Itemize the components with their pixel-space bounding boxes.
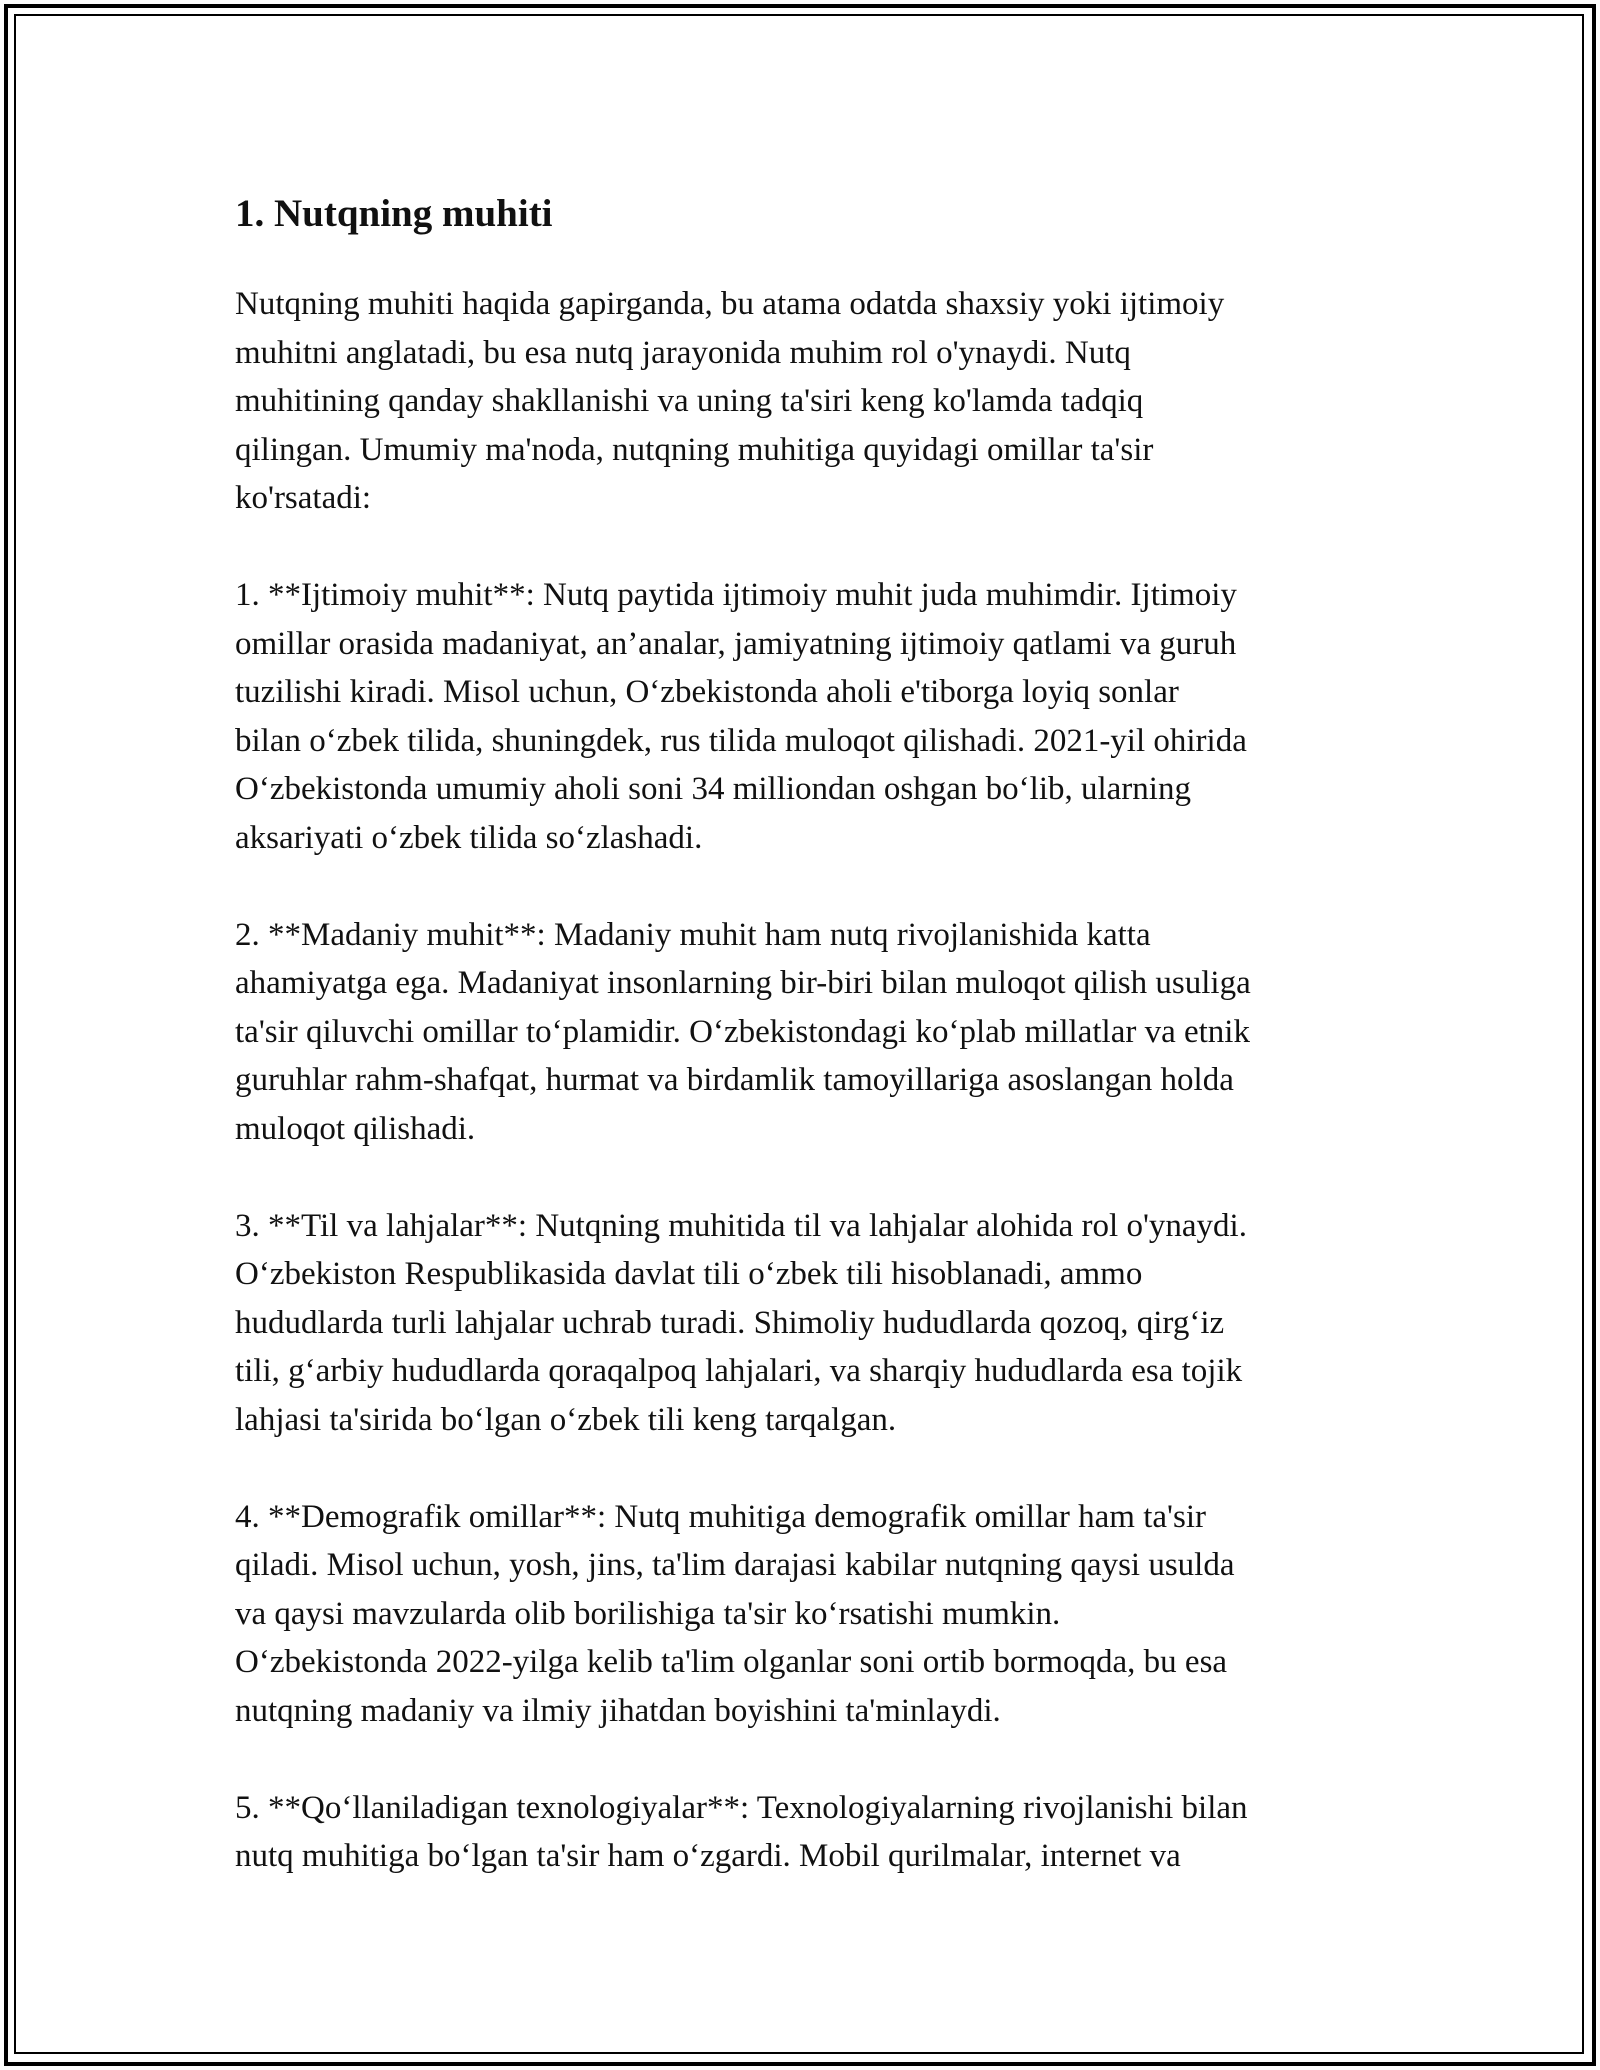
paragraph-line: va qaysi mavzularda olib borilishiga ta'sir ko‘rsatishi mumkin. bbox=[235, 1595, 1061, 1632]
paragraph-line: ahamiyatga ega. Madaniyat insonlarning bir-biri bilan muloqot qilish usuliga bbox=[235, 965, 1251, 1001]
paragraph-line: Nutqning muhiti haqida gapirganda, bu atama odatda shaxsiy yoki ijtimoiy bbox=[235, 286, 1225, 322]
paragraph-line: O‘zbekistonda umumiy aholi soni 34 milliondan oshgan bo‘lib, ularning bbox=[235, 771, 1191, 807]
paragraph bbox=[235, 1202, 1385, 1445]
paragraph-list bbox=[235, 280, 1385, 1881]
paragraph-line: 4. **Demografik omillar**: Nutq muhitiga demografik omillar ham ta'sir bbox=[235, 1498, 1206, 1535]
paragraph-line: qiladi. Misol uchun, yosh, jins, ta'lim darajasi kabilar nutqning qaysi usulda bbox=[235, 1547, 1235, 1583]
paragraph-line: muloqot qilishadi. bbox=[235, 1110, 476, 1147]
paragraph-line: 5. **Qo‘llaniladigan texnologiyalar**: Texnologiyalarning rivojlanishi bilan bbox=[235, 1789, 1248, 1826]
paragraph-line: O‘zbekiston Respublikasida davlat tili o‘zbek tili hisoblanadi, ammo bbox=[235, 1256, 1143, 1292]
paragraph-line: 2. **Madaniy muhit**: Madaniy muhit ham nutq rivojlanishida katta bbox=[235, 916, 1151, 953]
paragraph-line: O‘zbekistonda 2022-yilga kelib ta'lim olganlar soni ortib bormoqda, bu esa bbox=[235, 1644, 1228, 1680]
paragraph bbox=[235, 1493, 1385, 1736]
paragraph-line: tili, g‘arbiy hududlarda qoraqalpoq lahjalari, va sharqiy hududlarda esa tojik bbox=[235, 1353, 1243, 1389]
paragraph-line: hududlarda turli lahjalar uchrab turadi. Shimoliy hududlarda qozoq, qirg‘iz bbox=[235, 1304, 1225, 1341]
section-heading: 1. Nutqning muhiti bbox=[235, 192, 553, 235]
paragraph-line: omillar orasida madaniyat, an’analar, jamiyatning ijtimoiy qatlami va guruh bbox=[235, 625, 1237, 662]
paragraph-line: ko'rsatadi: bbox=[235, 480, 372, 516]
paragraph bbox=[235, 280, 1385, 523]
paragraph bbox=[235, 911, 1385, 1154]
paragraph-line: 1. **Ijtimoiy muhit**: Nutq paytida ijtimoiy muhit juda muhimdir. Ijtimoiy bbox=[235, 577, 1237, 613]
paragraph-line: lahjasi ta'sirida bo‘lgan o‘zbek tili keng tarqalgan. bbox=[235, 1401, 897, 1438]
paragraph-line: muhitni anglatadi, bu esa nutq jarayonida muhim rol o'ynaydi. Nutq bbox=[235, 334, 1131, 371]
paragraph bbox=[235, 1784, 1385, 1881]
paragraph-line: ta'sir qiluvchi omillar to‘plamidir. O‘zbekistondagi ko‘plab millatlar va etnik bbox=[235, 1013, 1250, 1050]
paragraph-line: tuzilishi kiradi. Misol uchun, O‘zbekistonda aholi e'tiborga loyiq sonlar bbox=[235, 674, 1179, 710]
paragraph-line: qilingan. Umumiy ma'noda, nutqning muhitiga quyidagi omillar ta'sir bbox=[235, 431, 1154, 468]
paragraph-line: muhitining qanday shakllanishi va uning ta'siri keng ko'lamda tadqiq bbox=[235, 383, 1144, 419]
paragraph-line: aksariyati o‘zbek tilida so‘zlashadi. bbox=[235, 819, 703, 856]
paragraph-line: bilan o‘zbek tilida, shuningdek, rus tilida muloqot qilishadi. 2021-yil ohirida bbox=[235, 722, 1247, 759]
paragraph-line: nutq muhitiga bo‘lgan ta'sir ham o‘zgardi. Mobil qurilmalar, internet va bbox=[235, 1838, 1181, 1874]
paragraph-line: nutqning madaniy va ilmiy jihatdan boyishini ta'minlaydi. bbox=[235, 1692, 1001, 1729]
paragraph-line: guruhlar rahm-shafqat, hurmat va birdamlik tamoyillariga asoslangan holda bbox=[235, 1062, 1234, 1098]
paragraph-line: 3. **Til va lahjalar**: Nutqning muhitida til va lahjalar alohida rol o'ynaydi. bbox=[235, 1207, 1247, 1244]
document-body bbox=[235, 186, 1385, 1929]
paragraph bbox=[235, 571, 1385, 862]
